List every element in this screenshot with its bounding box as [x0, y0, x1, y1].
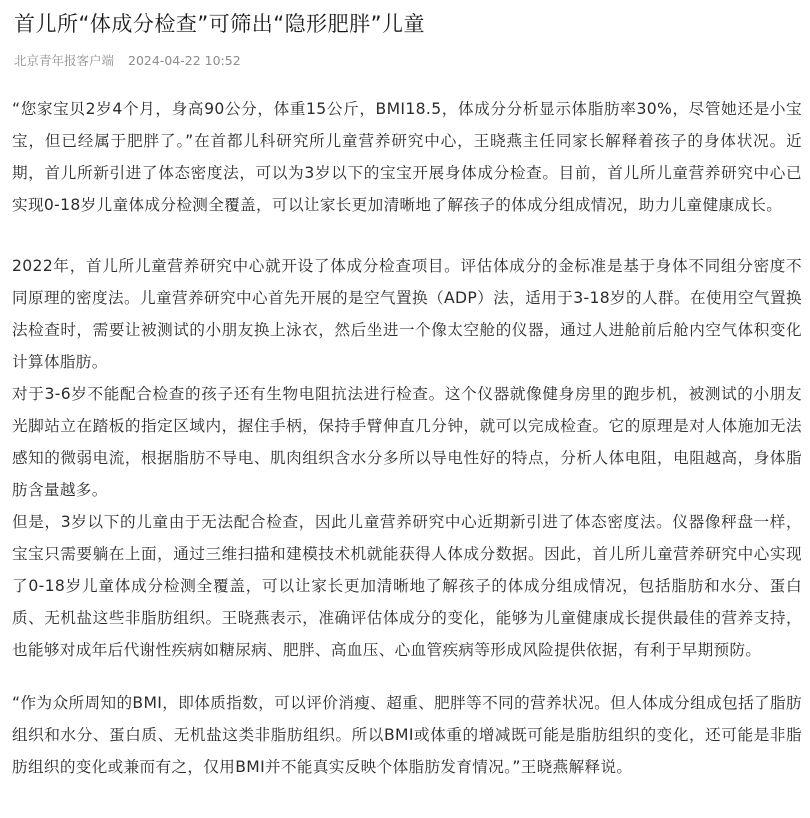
article-title: 首儿所“体成分检查”可筛出“隐形肥胖”儿童	[14, 12, 426, 36]
article-paragraph-5: “作为众所周知的BMI，即体质指数，可以评价消瘦、超重、肥胖等不同的营养状况。但人体成分组成包括了脂肪组织和水分、蛋白质、无机盐这类非脂肪组织。所以BMI或体重的增减既可能是脂肪组织的变化，还可能是非脂肪组织的变化或兼而有之，仅用BMI并不能真实反映个体脂肪发育情况。”王晓燕解释说。	[12, 694, 802, 776]
article-paragraph-2: 2022年，首儿所儿童营养研究中心就开设了体成分检查项目。评估体成分的金标准是基于身体不同组分密度不同原理的密度法。儿童营养研究中心首先开展的是空气置换（ADP）法，适用于3-18岁的人群。在使用空气置换法检查时，需要让被测试的小朋友换上泳衣，然后坐进一个像太空舱的仪器，通过人进舱前后舱内空气体积变化计算体脂肪。	[12, 257, 802, 371]
article-meta	[14, 52, 241, 70]
article-paragraph-1: “您家宝贝2岁4个月，身高90公分，体重15公斤，BMI18.5，体成分分析显示体脂肪率30%，尽管她还是小宝宝，但已经属于肥胖了。”在首都儿科研究所儿童营养研究中心，王晓燕主任同家长解释着孩子的身体状况。近期，首儿所新引进了体态密度法，可以为3岁以下的宝宝开展身体成分检查。目前，首儿所儿童营养研究中心已实现0-18岁儿童体成分检测全覆盖，可以让家长更加清晰地了解孩子的体成分组成情况，助力儿童健康成长。	[12, 100, 802, 214]
article-date: 2024-04-22 10:52	[128, 53, 241, 68]
article-paragraph-3: 对于3-6岁不能配合检查的孩子还有生物电阻抗法进行检查。这个仪器就像健身房里的跑步机，被测试的小朋友光脚站立在踏板的指定区域内，握住手柄，保持手臂伸直几分钟，就可以完成检查。它的原理是对人体施加无法感知的微弱电流，根据脂肪不导电、肌肉组织含水分多所以导电性好的特点，分析人体电阻，电阻越高，身体脂肪含量越多。	[12, 385, 802, 499]
article-source[interactable]: 北京青年报客户端	[14, 53, 115, 68]
article-paragraph-4: 但是，3岁以下的儿童由于无法配合检查，因此儿童营养研究中心近期新引进了体态密度法。仪器像秤盘一样，宝宝只需要躺在上面，通过三维扫描和建模技术机就能获得人体成分数据。因此，首儿所儿童营养研究中心实现了0-18岁儿童体成分检测全覆盖，可以让家长更加清晰地了解孩子的体成分组成情况，包括脂肪和水分、蛋白质、无机盐这些非脂肪组织。王晓燕表示，准确评估体成分的变化，能够为儿童健康成长提供最佳的营养支持，也能够对成年后代谢性疾病如糖尿病、肥胖、高血压、心血管疾病等形成风险提供依据，有利于早期预防。	[12, 513, 802, 659]
